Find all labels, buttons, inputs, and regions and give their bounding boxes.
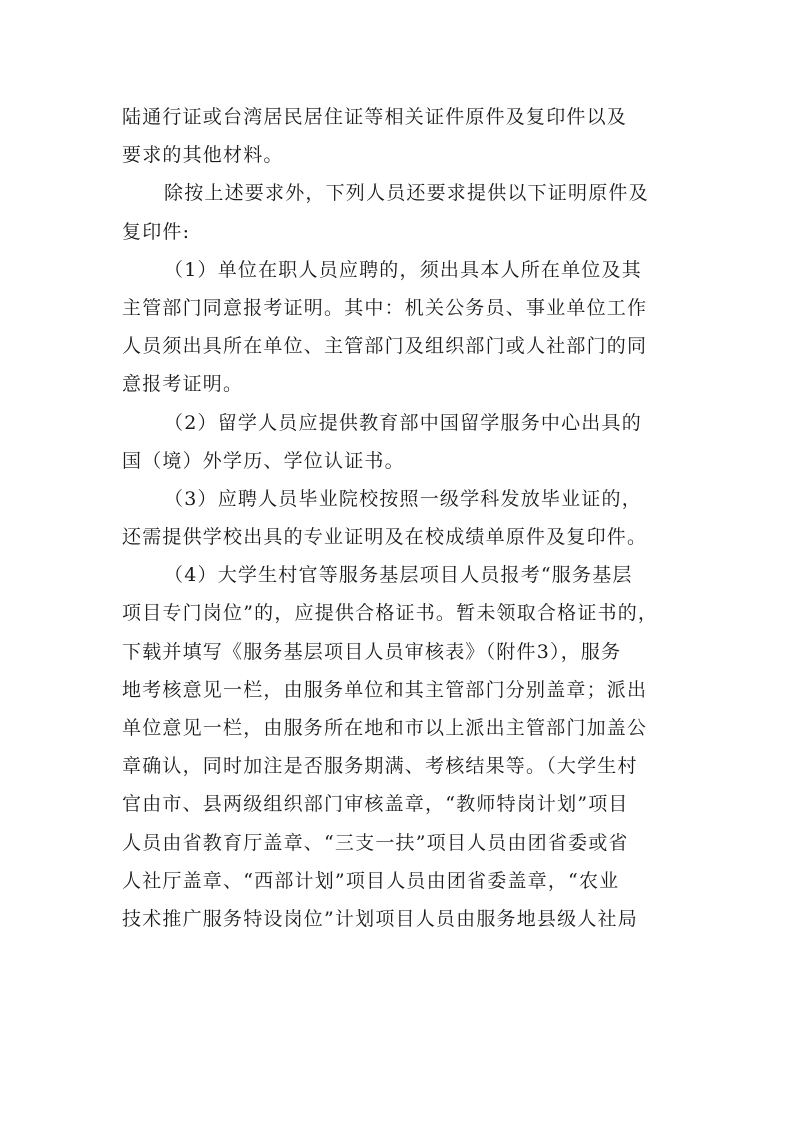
text-line: 章确认，同时加注是否服务期满、考核结果等。（大学生村 (122, 755, 638, 778)
text-line: 项目专门岗位”的，应提供合格证书。暂未领取合格证书的， (122, 602, 659, 625)
text-line: 除按上述要求外，下列人员还要求提供以下证明原件及 (164, 182, 649, 205)
text-line: 人员须出具所在单位、主管部门及组织部门或人社部门的同 (122, 335, 648, 358)
text-line: 意报考证明。 (122, 373, 244, 396)
text-line: 下载并填写《服务基层项目人员审核表》（附件3），服务 (122, 640, 622, 663)
text-line: 复印件: (122, 220, 191, 243)
text-line: 官由市、县两级组织部门审核盖章，“教师特岗计划”项目 (122, 793, 629, 816)
text-line: （4）大学生村官等服务基层项目人员报考“服务基层 (164, 564, 633, 587)
text-line: 人社厅盖章、“西部计划”项目人员由团省委盖章，“农业 (122, 869, 620, 892)
text-line: （3）应聘人员毕业院校按照一级学科发放毕业证的， (164, 487, 642, 510)
text-line: （2）留学人员应提供教育部中国留学服务中心出具的 (164, 411, 642, 434)
text-line: 人员由省教育厅盖章、“三支一扶”项目人员由团省委或省 (122, 831, 629, 854)
text-line: （1）单位在职人员应聘的，须出具本人所在单位及其 (164, 258, 642, 281)
text-line: 单位意见一栏，由服务所在地和市以上派出主管部门加盖公 (122, 717, 648, 739)
text-line: 国（境）外学历、学位认证书。 (122, 449, 405, 472)
text-line: 还需提供学校出具的专业证明及在校成绩单原件及复印件。 (122, 526, 648, 549)
text-line: 主管部门同意报考证明。其中：机关公务员、事业单位工作 (122, 296, 648, 319)
text-line: 地考核意见一栏，由服务单位和其主管部门分别盖章；派出 (122, 678, 648, 701)
text-line: 陆通行证或台湾居民居住证等相关证件原件及复印件以及 (122, 106, 628, 128)
text-line: 技术推广服务特设岗位”计划项目人员由服务地县级人社局 (122, 907, 638, 930)
body-text (122, 98, 672, 938)
text-line: 要求的其他材料。 (122, 144, 284, 167)
